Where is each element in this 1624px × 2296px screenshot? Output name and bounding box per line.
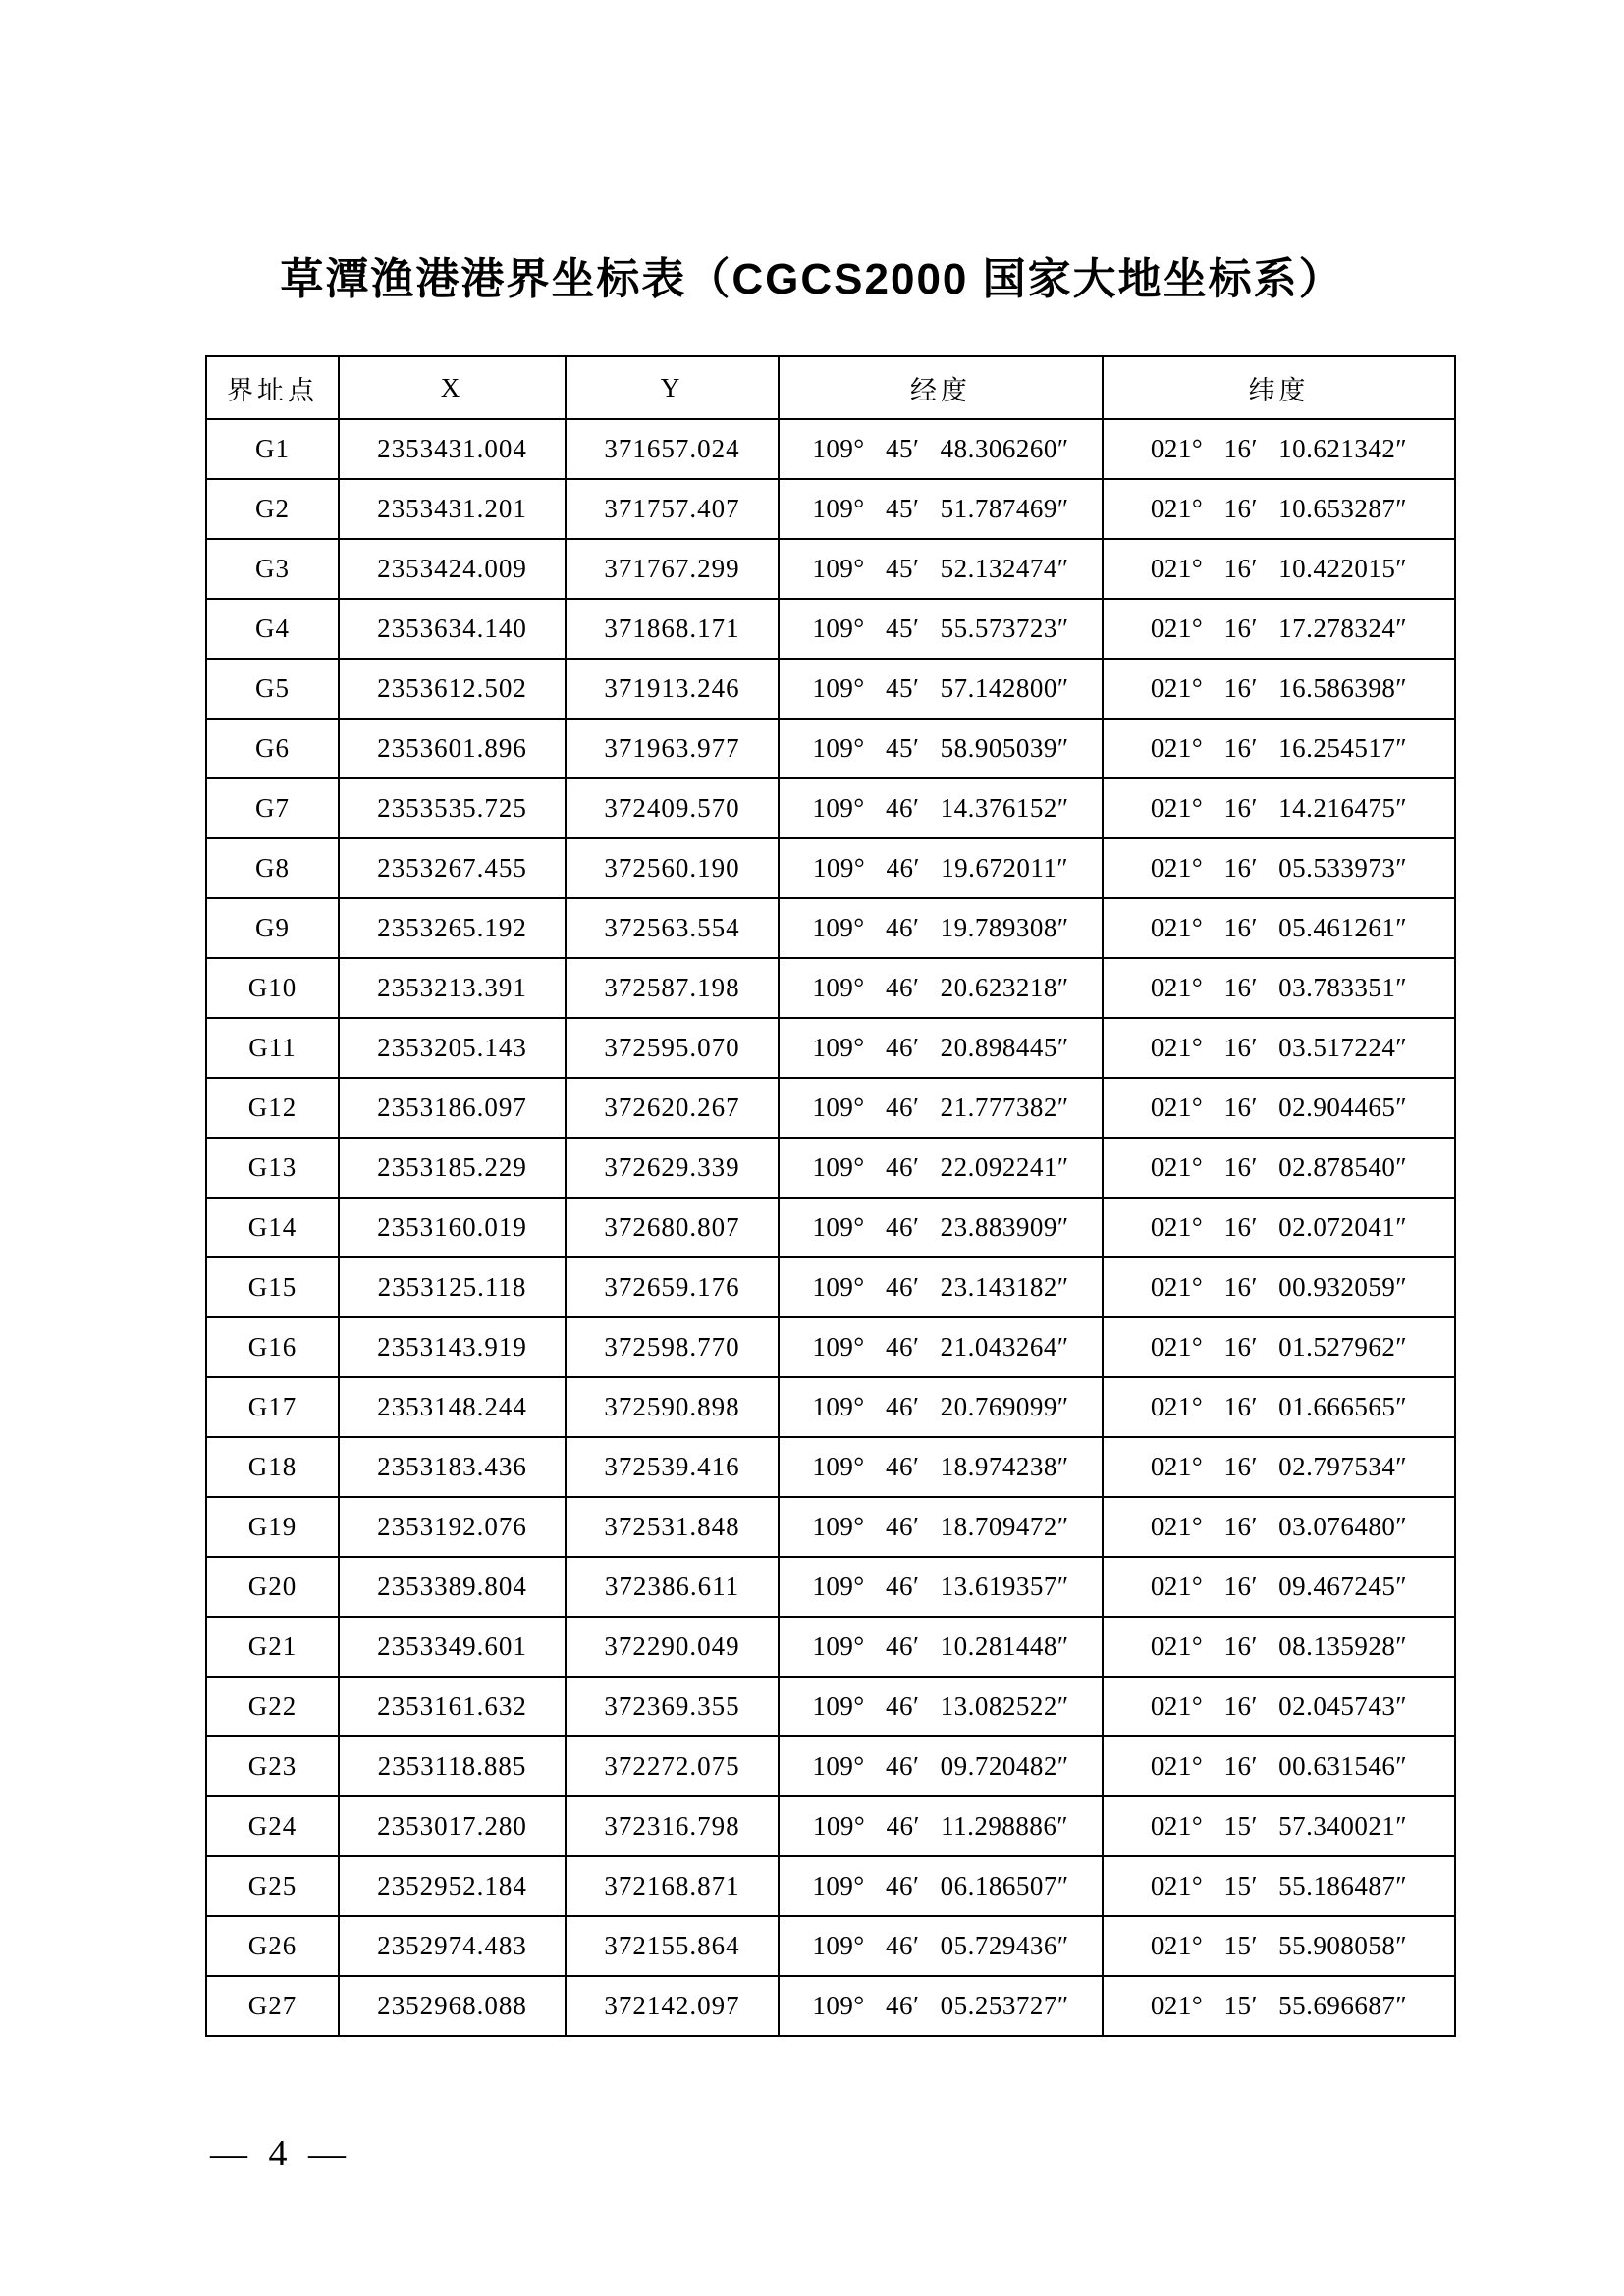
table-cell: G26	[206, 1916, 339, 1976]
table-cell: 109° 46′ 05.729436″	[779, 1916, 1103, 1976]
table-row	[206, 1198, 1455, 1257]
table-cell: G19	[206, 1497, 339, 1557]
table-cell: 021° 16′ 01.527962″	[1103, 1317, 1455, 1377]
table-cell: 021° 16′ 03.076480″	[1103, 1497, 1455, 1557]
table-cell: 109° 46′ 18.974238″	[779, 1437, 1103, 1497]
table-row	[206, 1856, 1455, 1916]
table-cell: 372629.339	[566, 1138, 779, 1198]
table-cell: 2353118.885	[339, 1736, 566, 1796]
table-row	[206, 898, 1455, 958]
table-cell: 2353183.436	[339, 1437, 566, 1497]
table-cell: 372142.097	[566, 1976, 779, 2036]
table-cell: G1	[206, 419, 339, 479]
table-cell: G14	[206, 1198, 339, 1257]
table-cell: 2353535.725	[339, 778, 566, 838]
table-cell: 109° 46′ 20.769099″	[779, 1377, 1103, 1437]
table-cell: 2353213.391	[339, 958, 566, 1018]
table-cell: 021° 16′ 10.653287″	[1103, 479, 1455, 539]
table-cell: 372290.049	[566, 1617, 779, 1677]
table-cell: G9	[206, 898, 339, 958]
table-row	[206, 539, 1455, 599]
table-cell: 021° 16′ 14.216475″	[1103, 778, 1455, 838]
table-cell: 2353267.455	[339, 838, 566, 898]
table-cell: 021° 15′ 55.696687″	[1103, 1976, 1455, 2036]
table-row	[206, 1317, 1455, 1377]
table-cell: 2352968.088	[339, 1976, 566, 2036]
table-cell: 021° 16′ 05.461261″	[1103, 898, 1455, 958]
table-cell: G11	[206, 1018, 339, 1078]
table-cell: 2353634.140	[339, 599, 566, 659]
table-cell: 021° 16′ 00.932059″	[1103, 1257, 1455, 1317]
table-cell: 2353192.076	[339, 1497, 566, 1557]
column-header-longitude: 经度	[779, 356, 1103, 419]
table-cell: 021° 16′ 08.135928″	[1103, 1617, 1455, 1677]
table-row	[206, 1617, 1455, 1677]
table-cell: 109° 46′ 21.043264″	[779, 1317, 1103, 1377]
table-cell: 021° 16′ 10.422015″	[1103, 539, 1455, 599]
table-cell: 2353601.896	[339, 719, 566, 778]
table-cell: 372531.848	[566, 1497, 779, 1557]
table-cell: 2353205.143	[339, 1018, 566, 1078]
table-cell: 109° 46′ 21.777382″	[779, 1078, 1103, 1138]
table-cell: G6	[206, 719, 339, 778]
table-cell: 372680.807	[566, 1198, 779, 1257]
table-cell: 372595.070	[566, 1018, 779, 1078]
table-cell: 021° 16′ 17.278324″	[1103, 599, 1455, 659]
table-row	[206, 719, 1455, 778]
table-cell: G15	[206, 1257, 339, 1317]
table-cell: 021° 16′ 16.254517″	[1103, 719, 1455, 778]
table-cell: 2352974.483	[339, 1916, 566, 1976]
table-cell: 2353186.097	[339, 1078, 566, 1138]
table-body	[206, 419, 1455, 2036]
table-cell: 021° 16′ 05.533973″	[1103, 838, 1455, 898]
table-row	[206, 958, 1455, 1018]
table-cell: G17	[206, 1377, 339, 1437]
table-cell: 021° 16′ 02.045743″	[1103, 1677, 1455, 1736]
table-cell: 2353612.502	[339, 659, 566, 719]
table-cell: 372587.198	[566, 958, 779, 1018]
table-cell: G10	[206, 958, 339, 1018]
table-cell: G2	[206, 479, 339, 539]
table-cell: 109° 46′ 23.883909″	[779, 1198, 1103, 1257]
table-row	[206, 1677, 1455, 1736]
table-cell: 109° 45′ 48.306260″	[779, 419, 1103, 479]
table-cell: 109° 46′ 18.709472″	[779, 1497, 1103, 1557]
column-header-latitude: 纬度	[1103, 356, 1455, 419]
table-row	[206, 479, 1455, 539]
table-cell: 372386.611	[566, 1557, 779, 1617]
table-cell: 109° 45′ 51.787469″	[779, 479, 1103, 539]
table-cell: 109° 45′ 52.132474″	[779, 539, 1103, 599]
table-row	[206, 1557, 1455, 1617]
table-row	[206, 1916, 1455, 1976]
table-cell: 2353160.019	[339, 1198, 566, 1257]
table-cell: 372539.416	[566, 1437, 779, 1497]
table-cell: 372590.898	[566, 1377, 779, 1437]
table-cell: 109° 46′ 20.623218″	[779, 958, 1103, 1018]
table-row	[206, 1257, 1455, 1317]
table-cell: 372560.190	[566, 838, 779, 898]
table-cell: 371757.407	[566, 479, 779, 539]
table-row	[206, 1078, 1455, 1138]
table-cell: 372316.798	[566, 1796, 779, 1856]
table-row	[206, 659, 1455, 719]
table-cell: G18	[206, 1437, 339, 1497]
table-cell: G3	[206, 539, 339, 599]
table-row	[206, 1018, 1455, 1078]
table-cell: G16	[206, 1317, 339, 1377]
table-row	[206, 419, 1455, 479]
table-cell: 2353424.009	[339, 539, 566, 599]
page-number: — 4 —	[210, 2133, 352, 2174]
table-cell: 021° 16′ 01.666565″	[1103, 1377, 1455, 1437]
table-cell: 021° 16′ 00.631546″	[1103, 1736, 1455, 1796]
table-cell: 021° 16′ 02.904465″	[1103, 1078, 1455, 1138]
table-cell: 371963.977	[566, 719, 779, 778]
table-cell: 2353431.004	[339, 419, 566, 479]
table-cell: G4	[206, 599, 339, 659]
table-row	[206, 1377, 1455, 1437]
table-cell: 371868.171	[566, 599, 779, 659]
table-row	[206, 1437, 1455, 1497]
table-cell: 371657.024	[566, 419, 779, 479]
table-cell: 2353125.118	[339, 1257, 566, 1317]
table-cell: 109° 45′ 55.573723″	[779, 599, 1103, 659]
table-cell: 372598.770	[566, 1317, 779, 1377]
table-cell: 109° 45′ 58.905039″	[779, 719, 1103, 778]
table-row	[206, 838, 1455, 898]
table-cell: G24	[206, 1796, 339, 1856]
table-cell: 109° 46′ 13.619357″	[779, 1557, 1103, 1617]
table-cell: 109° 46′ 19.672011″	[779, 838, 1103, 898]
table-cell: 109° 46′ 22.092241″	[779, 1138, 1103, 1198]
page-title: 草潭渔港港界坐标表（CGCS2000 国家大地坐标系）	[280, 255, 1344, 303]
table-cell: 021° 16′ 02.878540″	[1103, 1138, 1455, 1198]
table-cell: 021° 16′ 02.797534″	[1103, 1437, 1455, 1497]
table-row	[206, 778, 1455, 838]
table-cell: G20	[206, 1557, 339, 1617]
table-cell: 021° 15′ 55.186487″	[1103, 1856, 1455, 1916]
table-cell: 021° 16′ 03.517224″	[1103, 1018, 1455, 1078]
table-cell: 372155.864	[566, 1916, 779, 1976]
table-cell: 2353349.601	[339, 1617, 566, 1677]
table-cell: 372620.267	[566, 1078, 779, 1138]
table-cell: 109° 46′ 09.720482″	[779, 1736, 1103, 1796]
table-cell: G5	[206, 659, 339, 719]
table-row	[206, 599, 1455, 659]
table-cell: G22	[206, 1677, 339, 1736]
table-row	[206, 1976, 1455, 2036]
table-cell: 372563.554	[566, 898, 779, 958]
table-cell: 021° 16′ 02.072041″	[1103, 1198, 1455, 1257]
table-cell: G8	[206, 838, 339, 898]
column-header-x: X	[339, 356, 566, 419]
table-cell: 372168.871	[566, 1856, 779, 1916]
table-cell: G12	[206, 1078, 339, 1138]
table-header-row	[206, 356, 1455, 419]
table-cell: 109° 45′ 57.142800″	[779, 659, 1103, 719]
table-cell: 2353148.244	[339, 1377, 566, 1437]
table-cell: 371767.299	[566, 539, 779, 599]
table-cell: 021° 16′ 10.621342″	[1103, 419, 1455, 479]
table-cell: 109° 46′ 20.898445″	[779, 1018, 1103, 1078]
table-cell: 2352952.184	[339, 1856, 566, 1916]
table-cell: G7	[206, 778, 339, 838]
table-cell: 372272.075	[566, 1736, 779, 1796]
table-row	[206, 1138, 1455, 1198]
column-header-y: Y	[566, 356, 779, 419]
table-cell: 109° 46′ 14.376152″	[779, 778, 1103, 838]
table-row	[206, 1497, 1455, 1557]
table-cell: 371913.246	[566, 659, 779, 719]
table-cell: 021° 15′ 57.340021″	[1103, 1796, 1455, 1856]
table-cell: 2353017.280	[339, 1796, 566, 1856]
column-header-boundary-point: 界址点	[206, 356, 339, 419]
table-cell: 2353185.229	[339, 1138, 566, 1198]
table-cell: 109° 46′ 11.298886″	[779, 1796, 1103, 1856]
table-cell: G25	[206, 1856, 339, 1916]
table-cell: 109° 46′ 05.253727″	[779, 1976, 1103, 2036]
table-cell: G21	[206, 1617, 339, 1677]
table-cell: 109° 46′ 10.281448″	[779, 1617, 1103, 1677]
table-row	[206, 1796, 1455, 1856]
table-cell: 021° 16′ 03.783351″	[1103, 958, 1455, 1018]
table-cell: 2353143.919	[339, 1317, 566, 1377]
table-cell: 021° 16′ 09.467245″	[1103, 1557, 1455, 1617]
table-cell: 2353431.201	[339, 479, 566, 539]
table-cell: 021° 16′ 16.586398″	[1103, 659, 1455, 719]
table-cell: 372659.176	[566, 1257, 779, 1317]
table-cell: 2353161.632	[339, 1677, 566, 1736]
table-cell: 109° 46′ 13.082522″	[779, 1677, 1103, 1736]
coordinate-table	[205, 355, 1456, 2037]
table-row	[206, 1736, 1455, 1796]
table-cell: 372409.570	[566, 778, 779, 838]
table-cell: 109° 46′ 23.143182″	[779, 1257, 1103, 1317]
table-cell: 372369.355	[566, 1677, 779, 1736]
table-cell: 109° 46′ 19.789308″	[779, 898, 1103, 958]
table-cell: 021° 15′ 55.908058″	[1103, 1916, 1455, 1976]
table-cell: 2353265.192	[339, 898, 566, 958]
table-cell: G27	[206, 1976, 339, 2036]
table-cell: 109° 46′ 06.186507″	[779, 1856, 1103, 1916]
table-cell: 2353389.804	[339, 1557, 566, 1617]
table-cell: G23	[206, 1736, 339, 1796]
table-cell: G13	[206, 1138, 339, 1198]
